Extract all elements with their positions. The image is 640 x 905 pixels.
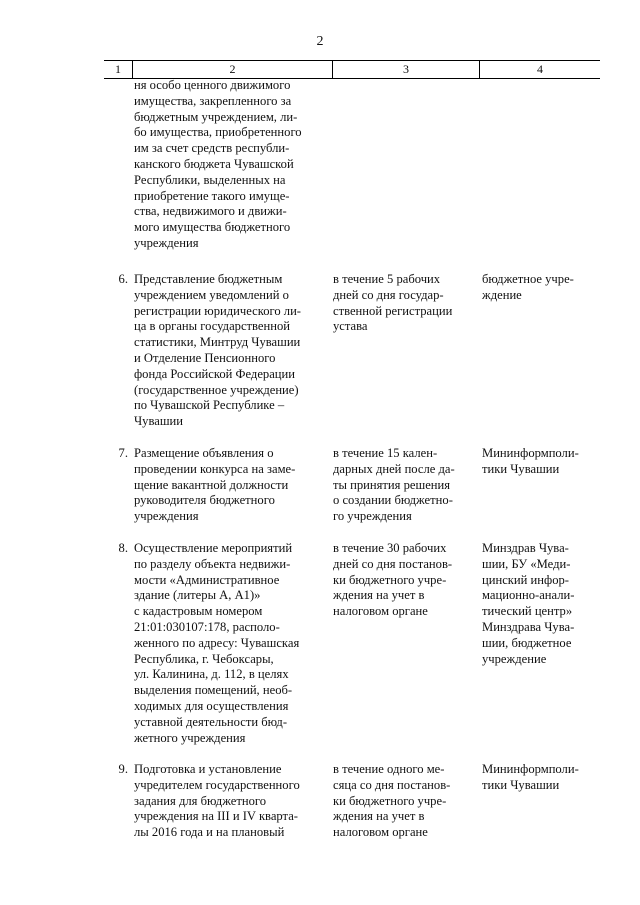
row-action: Подготовка и установление учредителем государственного задания для бюджетного учреждения на III и IV кварта- лы 2016 года и на плановый [134,762,300,840]
row-responsible: Минздрав Чува- шии, БУ «Меди- цинский инфор- мационно-анали- тический центр» Минздрава Чува- шии, бюджетное учреждение [482,541,575,666]
row-deadline: в течение 30 рабочих дней со дня постанов- ки бюджетного учре- ждения на учет в налоговом органе [333,541,453,619]
header-col-3: 3 [403,62,409,76]
row-deadline: в течение одного ме- сяца со дня постанов- ки бюджетного учре- ждения на учет в налоговом органе [333,762,451,840]
row-deadline: в течение 15 кален- дарных дней после да- ты принятия решения о создании бюджетно- го учреждения [333,446,455,524]
row-number: 7. [118,446,128,460]
header-col-1: 1 [115,62,121,76]
row-responsible: Мининформполи- тики Чувашии [482,446,579,476]
page-number: 2 [316,34,324,49]
table-header [104,60,600,79]
header-col-2: 2 [229,62,236,76]
row-action: Представление бюджетным учреждением уведомлений о регистрации юридического ли- ца в органы государственной статистики, Минтруд Чувашии и Отделение Пенсионного фонда Российской Федерации (государственное учреждение) по Чувашской Республике – Чувашии [134,272,302,429]
row-number: 6. [118,272,128,286]
row-responsible: бюджетное учре- ждение [482,272,574,302]
row-action: Осуществление мероприятий по разделу объекта недвижи- мости «Административное здание (литеры А, А1)» с кадастровым номером 21:01:030107:178, располо- женного по адресу: Чувашская Республика, г. Чебоксары, ул. Калинина, д. 112, в целях выделения помещений, необ- ходимых для осуществления уставной деятельности бюд- жетного учреждения [134,541,300,745]
row-number: 9. [118,762,128,776]
row-responsible: Мининформполи- тики Чувашии [482,762,579,792]
continuation-text: ня особо ценного движимого имущества, закрепленного за бюджетным учреждением, ли- бо имущества, приобретенного им за счет средств республи- канского бюджета Чувашской Республики, выделенных на приобретение такого имуще- ства, недвижимого и движи- мого имущества бюджетного учреждения [134,78,302,250]
row-action: Размещение объявления о проведении конкурса на заме- щение вакантной должности руководителя бюджетного учреждения [134,446,296,524]
row-number: 8. [118,541,128,555]
header-col-4: 4 [537,62,543,76]
row-deadline: в течение 5 рабочих дней со дня государ- ственной регистрации устава [333,272,453,334]
